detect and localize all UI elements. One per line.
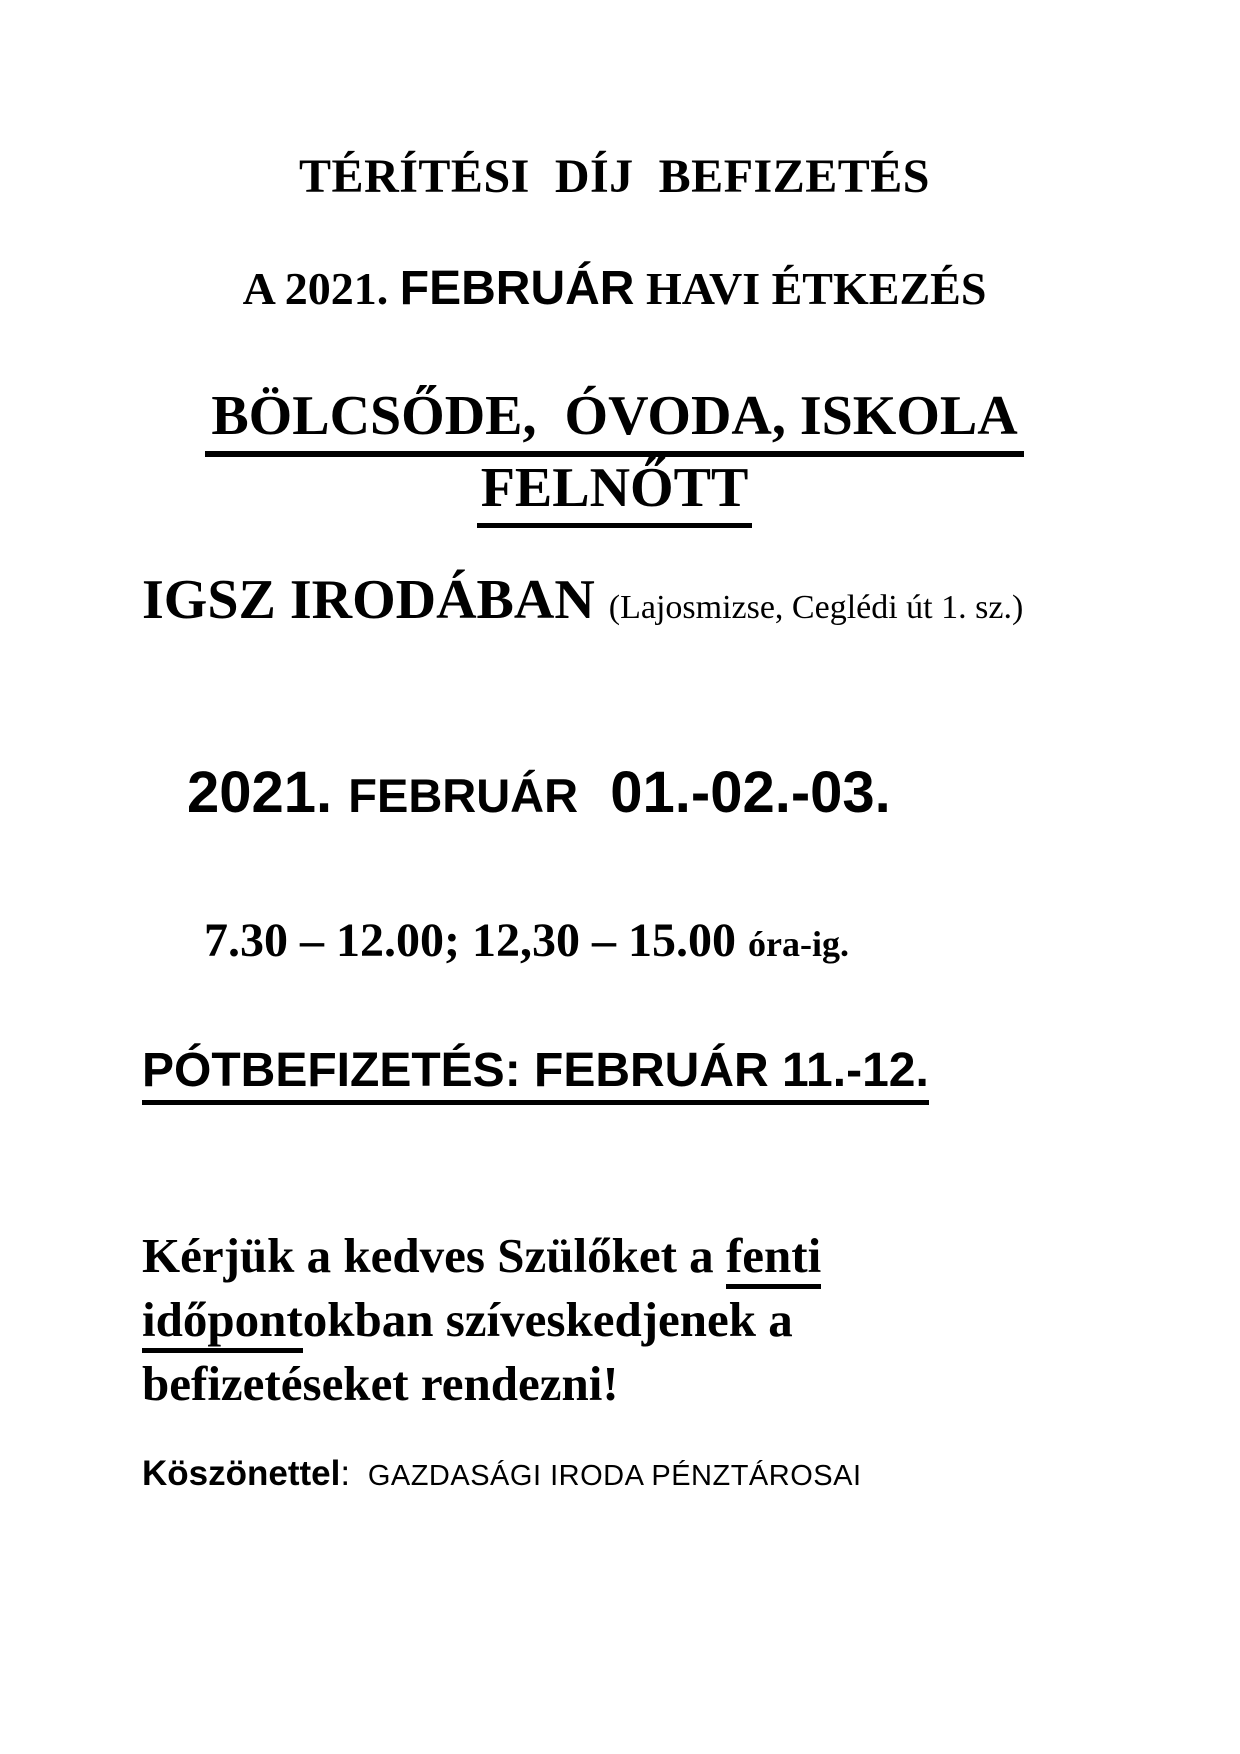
signature-colon: : [340, 1454, 360, 1493]
subtitle-prefix: A 2021. [242, 263, 400, 314]
signature-name: GAZDASÁGI IRODA PÉNZTÁROSAI [367, 1460, 862, 1492]
subtitle-suffix: HAVI ÉTKEZÉS [634, 263, 987, 314]
audience-line1: BÖLCSŐDE, ÓVODA, ISKOLA [205, 385, 1023, 457]
payment-year: 2021. [187, 760, 349, 825]
payment-date-line [142, 760, 1087, 829]
request-paragraph [142, 1224, 1087, 1416]
request-underline-fenti: fenti [726, 1228, 821, 1289]
request-part2: okban szíveskedjenek a [302, 1292, 793, 1347]
office-address: (Lajosmizse, Ceglédi út 1. sz.) [608, 589, 1024, 626]
request-underline-idopont: időpont [142, 1292, 303, 1353]
office-line [142, 566, 1087, 642]
subtitle-month: FEBRUÁR [399, 262, 635, 315]
extra-payment-heading [142, 1042, 1087, 1100]
office-name: IGSZ IRODÁBAN [142, 569, 609, 631]
audience-line2: FELNŐTT [477, 457, 753, 528]
signature-label: Köszönettel [142, 1454, 341, 1493]
payment-days: 01.-02.-03. [578, 760, 891, 825]
hours-times: 7.30 – 12.00; 12,30 – 15.00 [204, 914, 748, 967]
request-part1: Kérjük a kedves Szülőket a [142, 1228, 726, 1283]
audience-heading [142, 380, 1087, 524]
request-part3: befizetéseket rendezni! [142, 1356, 619, 1411]
signature-line [142, 1452, 1087, 1498]
extra-payment-text: PÓTBEFIZETÉS: FEBRUÁR 11.-12. [142, 1044, 929, 1105]
hours-suffix: óra-ig. [747, 924, 849, 964]
subtitle-line [142, 260, 1087, 318]
payment-month: FEBRUÁR [348, 769, 579, 822]
notice-title: TÉRÍTÉSI DÍJ BEFIZETÉS [299, 150, 930, 203]
hours-line [142, 911, 1087, 974]
